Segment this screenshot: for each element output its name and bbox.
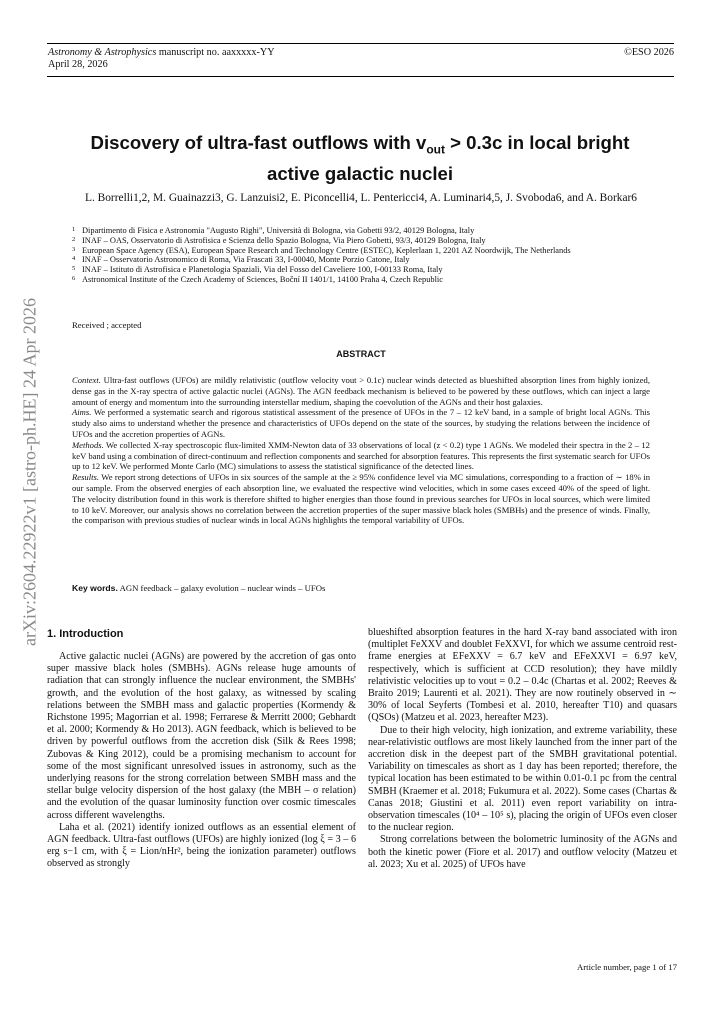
affiliation-number: 1 (72, 226, 76, 233)
results-text: We report strong detections of UFOs in six sources of the sample at the ≥ 95% confidence level via MC simulations, corresponding to a fraction of ∼ 18% in our sample. From the observed energies of each absorption line, we evaluated the respective wind velocities, which in some cases exceed 40% of the speed of light. The velocity distribution found in this work is therefore shifted to higher energies than those found in previous searches for UFOs in local sources, which were limited to 10 keV. Moreover, our analysis shows no correlation between the accretion properties of the super massive black holes (SMBHs) and the presence of winds. Finally, the comparison with previous studies of nuclear winds in local AGNs highlights the temporal variability of UFOs. (72, 472, 650, 526)
results-label: Results. (72, 472, 99, 483)
keywords-label: Key words. (72, 583, 118, 593)
affiliation-text: European Space Agency (ESA), European Space Research and Technology Centre (ESTEC), Keplerlaan 1, 2201 AZ Noordwijk, The Netherlands (82, 245, 571, 255)
abstract-body (72, 375, 650, 526)
paragraph: Due to their high velocity, high ionization, and extreme variability, these near-relativistic outflows are most likely launched from the inner part of the accretion disk in the deepest part of the SMBH gravitational potential. Variability on timescales as short as 1 day has been reported; therefore, the typical location has been estimated to be within 0.01-0.1 pc from the central SMBH (Kraemer et al. 2018; Fukumura et al. 2022). Some cases (Chartas & Canas 2018; Giustini et al. 2011) even report variability on intra-observation timescales (10⁴ – 10⁵ s), placing the origin of UFOs even closer to the nuclear region. (368, 724, 677, 834)
methods-label: Methods. (72, 439, 104, 450)
arxiv-identifier: arXiv:2604.22922v1 [astro-ph.HE] 24 Apr 2026 (19, 298, 40, 646)
affiliation-text: INAF – Osservatorio Astronomico di Roma, Via Frascati 33, I-00040, Monte Porzio Catone, Italy (82, 255, 410, 265)
affiliation-item (72, 275, 652, 285)
aims-label: Aims. (72, 407, 92, 418)
paper-title (60, 131, 660, 185)
abstract-context (72, 375, 650, 407)
affiliation-item (72, 255, 652, 265)
paragraph: blueshifted absorption features in the hard X-ray band associated with iron (multiplet FeXXV and doublet FeXXVI, for which we assume centroid rest-frame energies at EFeXXV = 6.7 keV and EFeXXVI = 6.97 keV, respectively, which is sufficient at CCD resolution); they have mildly relativistic velocities up to vout = 0.2 – 0.4c (Chartas et al. 2002; Reeves & Braito 2019; Laurenti et al. 2021). They are now routinely observed in ∼ 30% of local Seyferts (Tombesi et al. 2010, hereafter T10) and quasars (QSOs) (Matzeu et al. 2023, hereafter M23). (368, 627, 677, 724)
journal-line (48, 47, 275, 59)
page-footer: Article number, page 1 of 17 (576, 962, 677, 972)
paragraph: Laha et al. (2021) identify ionized outflows as an essential element of AGN feedback. Ultra-fast outflows (UFOs) are highly ionized (log ξ = 3 – 6 erg s−1 cm, with ξ = Lion/nHr², being the ionization parameter) outflows observed as strongly (47, 821, 356, 870)
manuscript-number: manuscript no. aaxxxxx-YY (158, 47, 275, 58)
keywords-text: AGN feedback – galaxy evolution – nuclear winds – UFOs (119, 583, 326, 593)
affiliation-item (72, 265, 652, 275)
header-date: April 28, 2026 (48, 59, 108, 70)
affiliation-text: Dipartimento di Fisica e Astronomia "Augusto Righi", Università di Bologna, via Gobetti 93/2, 40129 Bologna, Italy (82, 226, 475, 235)
left-column (47, 651, 356, 871)
affiliation-item (72, 246, 652, 256)
abstract-results (72, 472, 650, 526)
abstract-aims (72, 407, 650, 439)
title-line1-end: > 0.3c in local bright (444, 132, 630, 153)
title-line2: active galactic nuclei (266, 162, 454, 184)
title-line1: Discovery of ultra-fast outflows with v (90, 132, 427, 153)
paragraph: Strong correlations between the bolometric luminosity of the AGNs and both the kinetic power (Fiore et al. 2017) and outflow velocity (Matzeu et al. 2023; Xu et al. 2025) of UFOs have (368, 834, 677, 870)
section-heading: 1. Introduction (47, 628, 124, 640)
journal-name: Astronomy & Astrophysics (48, 47, 157, 58)
context-text: Ultra-fast outflows (UFOs) are mildly relativistic (outflow velocity vout > 0.1c) nuclear winds detected as blueshifted absorption lines from highly ionized, dense gas in the X-ray spectra of active galactic nuclei (AGNs). The AGN feedback mechanism is believed to be powered by these outflows, which can inject a large amount of energy and momentum into the surrounding interstellar medium, shaping the coevolution of the AGNs and their host galaxies. (72, 375, 650, 407)
keywords (72, 583, 325, 593)
affiliation-number: 6 (72, 274, 76, 282)
author-list: L. Borrelli1,2, M. Guainazzi3, G. Lanzuisi2, E. Piconcelli4, L. Pentericci4, A. Luminari4,5, J. Svoboda6, and A. Borkar6 (84, 192, 638, 204)
affiliation-number: 3 (72, 245, 76, 253)
context-label: Context. (72, 375, 101, 385)
affiliation-number: 5 (72, 265, 76, 273)
abstract-methods (72, 440, 650, 472)
affiliation-number: 4 (72, 255, 76, 263)
received-line: Received ; accepted (72, 320, 142, 330)
affiliation-number: 2 (72, 235, 76, 243)
copyright: ©ESO 2026 (624, 47, 674, 58)
affiliation-item (72, 226, 652, 236)
affiliation-text: INAF – OAS, Osservatorio di Astrofisica e Scienza dello Spazio Bologna, Via Piero Gobetti, 93/3, 40129 Bologna, Italy (82, 235, 486, 245)
aims-text: We performed a systematic search and rigorous statistical assessment of the presence of UFOs in the 7 – 12 keV band, in a sample of bright local AGNs. This study also aims to understand whether the presence and characteristics of UFOs depend on the state of the sources, by studying the relations between the incidence of UFOs and the accretion properties of AGNs. (72, 407, 650, 439)
paragraph: Active galactic nuclei (AGNs) are powered by the accretion of gas onto super massive black holes (SMBHs). AGNs release huge amounts of radiation that can strongly influence the nuclear environment, the SMBHs' growth, and the evolution of the host galaxy, as witnessed by scaling relations between the SMBH mass and galactic properties (Kormendy & Richstone 1995; Magorrian et al. 1998; Ferrarese & Merritt 2000; Gebhardt et al. 2000; Kormendy & Ho 2013). AGN feedback, which is believed to be driven by powerful outflows from the accretion disk (Silk & Rees 1998; Zubovas & King 2012), could be a promising mechanism to account for some of the most significant unresolved issues in astronomy, such as the underlying reasons for the strong correlation between SMBH mass and the stellar bulge velocity dispersion of the host galaxy (the MBH – σ relation) and the evolution of the quasar luminosity function over cosmic timescales across different wavelengths. (47, 651, 356, 821)
right-column (368, 627, 677, 871)
arxiv-sidebar (14, 262, 46, 682)
affiliation-item (72, 236, 652, 246)
title-subscript: out (426, 142, 445, 157)
affiliation-list (72, 226, 652, 285)
affiliation-text: Astronomical Institute of the Czech Academy of Sciences, Boční II 1401/1, 14100 Praha 4, Czech Republic (82, 274, 443, 284)
methods-text: We collected X-ray spectroscopic flux-limited XMM-Newton data of 33 observations of local (z < 0.2) type 1 AGNs. We modeled their spectra in the 2 – 12 keV band using a combination of direct-continuum and reflection components and searched for absorption features. This represents the first systematic search for UFOs up to 12 keV. We performed Monte Carlo (MC) simulations to assess the statistical significance of the detected lines. (72, 439, 650, 472)
affiliation-text: INAF – Istituto di Astrofisica e Planetologia Spaziali, Via del Fosso del Caveliere 100, I-00133 Roma, Italy (82, 265, 443, 275)
abstract-heading: ABSTRACT (336, 349, 386, 359)
